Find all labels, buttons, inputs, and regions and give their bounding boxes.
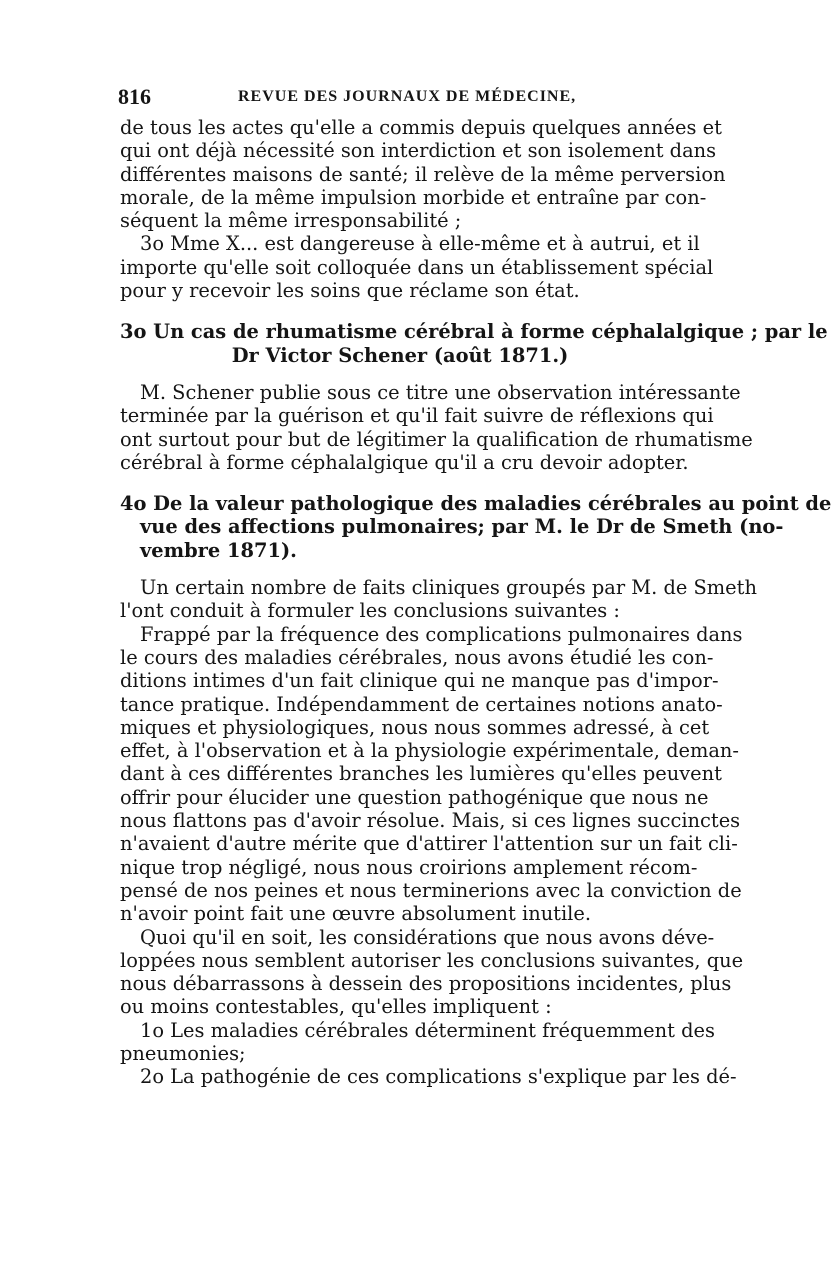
text-line: M. Schener publie sous ce titre une observation intéressante [140,380,741,404]
running-header [120,84,680,116]
text-line: morale, de la même impulsion morbide et entraîne par con- [120,185,707,209]
text-line: séquent la même irresponsabilité ; [120,209,462,233]
text-line: offrir pour élucider une question pathogénique que nous ne [120,785,709,809]
text-line: tance pratique. Indépendamment de certaines notions anato- [120,692,723,716]
journal-title: REVUE DES JOURNAUX DE MÉDECINE, [238,88,577,105]
text-line: n'avoir point fait une œuvre absolument inutile. [120,902,592,926]
text-line: Frappé par la fréquence des complications pulmonaires dans [140,622,743,646]
section-title-line: 4o De la valeur pathologique des maladies cérébrales au point de [120,492,831,516]
text-line: 2o La pathogénie de ces complications s'explique par les dé- [140,1065,737,1089]
text-line: n'avaient d'autre mérite que d'attirer l'attention sur un fait cli- [120,832,738,856]
section-title-line: vue des affections pulmonaires; par M. le Dr de Smeth (no- [140,515,784,539]
text-line: 1o Les maladies cérébrales déterminent fréquemment des [140,1018,715,1042]
section-title-line: 3o Un cas de rhumatisme cérébral à forme céphalalgique ; par le [120,320,828,344]
section-title-line: vembre 1871). [140,538,297,562]
text-line: terminée par la guérison et qu'il fait suivre de réflexions qui [120,404,714,428]
text-line: Quoi qu'il en soit, les considérations que nous avons déve- [140,925,715,949]
text-line: loppées nous semblent autoriser les conclusions suivantes, que [120,948,744,972]
text-line: qui ont déjà nécessité son interdiction et son isolement dans [120,139,717,163]
text-line: pneumonies; [120,1041,246,1065]
text-line: pensé de nos peines et nous terminerions avec la conviction de [120,878,742,902]
text-line: importe qu'elle soit colloquée dans un établissement spécial [120,255,714,279]
text-line: miques et physiologiques, nous nous sommes adressé, à cet [120,715,710,739]
text-line: l'ont conduit à formuler les conclusions suivantes : [120,599,620,623]
article-text [120,116,831,1089]
text-line: nique trop négligé, nous nous croirions amplement récom- [120,855,698,879]
text-line: dant à ces différentes branches les lumières qu'elles peuvent [120,762,722,786]
text-line: de tous les actes qu'elle a commis depuis quelques années et [120,116,722,139]
page-number: 816 [118,84,151,109]
text-line: nous débarrassons à dessein des propositions incidentes, plus [120,972,732,996]
text-line: nous flattons pas d'avoir résolue. Mais, si ces lignes succinctes [120,809,741,833]
text-line: effet, à l'observation et à la physiologie expérimentale, deman- [120,739,739,763]
text-line: 3o Mme X... est dangereuse à elle-même et à autrui, et il [140,232,700,256]
text-line: Un certain nombre de faits cliniques groupés par M. de Smeth [140,576,757,600]
text-line: pour y recevoir les soins que réclame son état. [120,279,580,303]
text-line: ditions intimes d'un fait clinique qui ne manque pas d'impor- [120,669,719,693]
text-line: ont surtout pour but de légitimer la qualification de rhumatisme [120,427,753,451]
text-line: le cours des maladies cérébrales, nous avons étudié les con- [120,645,714,669]
text-line: cérébral à forme céphalalgique qu'il a cru devoir adopter. [120,450,689,474]
journal-page [118,84,831,1164]
section-author-line: Dr Victor Schener (août 1871.) [231,343,569,367]
text-line: différentes maisons de santé; il relève de la même perversion [120,162,726,186]
text-line: ou moins contestables, qu'elles impliquent : [120,995,552,1019]
